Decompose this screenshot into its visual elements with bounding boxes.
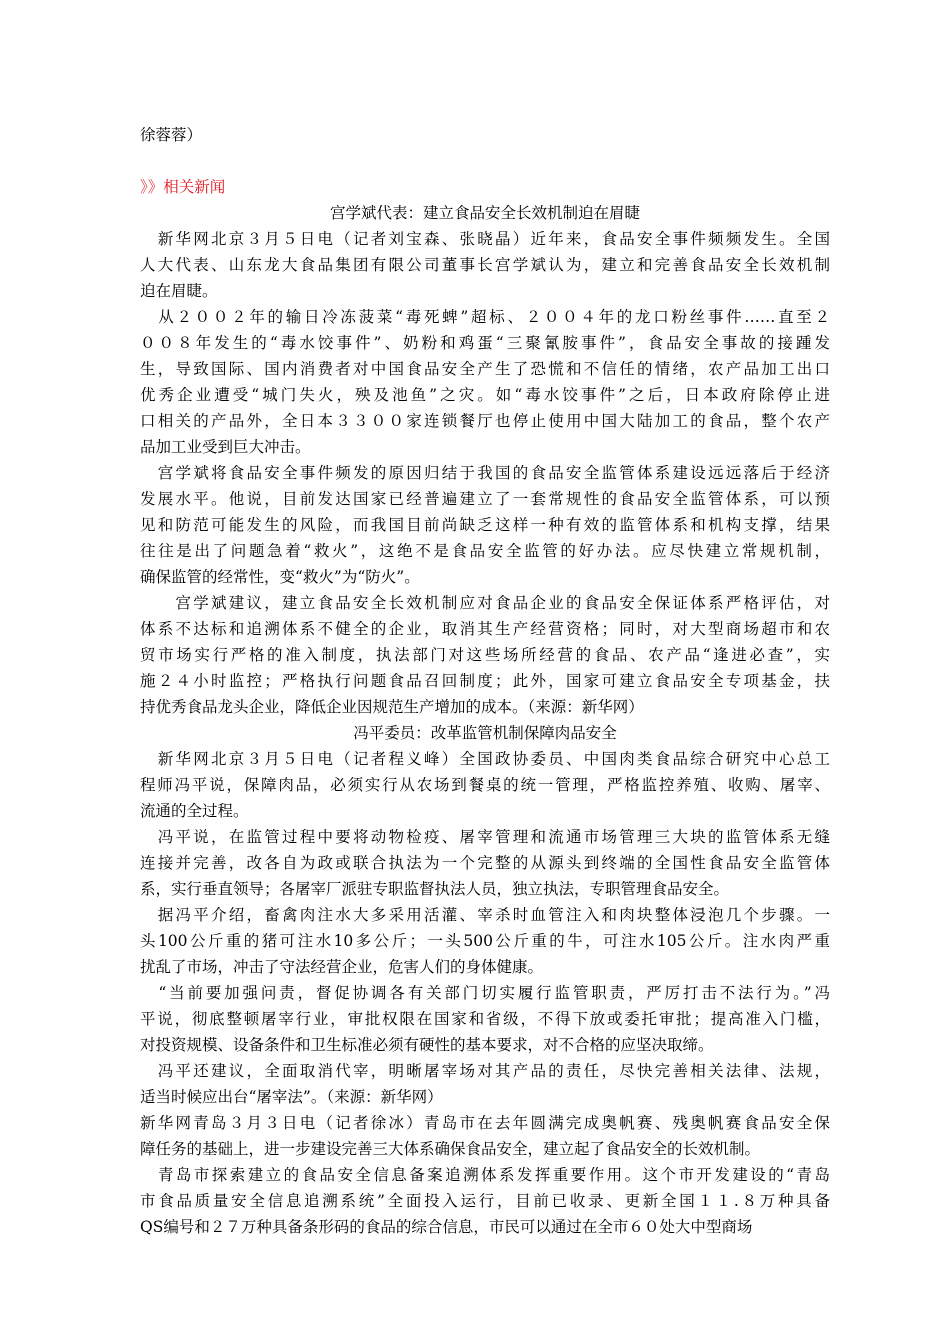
article1-line: 品加工业受到巨大冲击。 [140,438,311,456]
article3-line: QS编号和２７万种具备条形码的食品的综合信息，市民可以通过在全市６０处大中型商场 [140,1218,753,1236]
article1-line: 体系不达标和追溯体系不健全的企业，取消其生产经营资格；同时，对大型商场超市和农 [140,620,830,638]
article2-line: 流通的全过程。 [140,802,249,820]
article2-line: 新华网北京３月５日电（记者程义峰）全国政协委员、中国肉类食品综合研究中心总工 [140,750,830,768]
article2-line: 连接并完善，改各自为政或联合执法为一个完整的从源头到终端的全国性食品安全监管体 [140,854,830,872]
article1-line: 持优秀食品龙头企业，降低企业因规范生产增加的成本。（来源：新华网） [140,698,644,716]
article1-line: 见和防范可能发生的风险，而我国目前尚缺乏这样一种有效的监管体系和机构支撑，结果 [140,516,830,534]
article2-line: “当前要加强问责，督促协调各有关部门切实履行监管职责，严厉打击不法行为。”冯 [140,984,830,1002]
article1-line: 贸市场实行严格的准入制度，执法部门对这些场所经营的食品、农产品“逢进必查”，实 [140,646,830,664]
article3-line: 障任务的基础上，进一步建设完善三大体系确保食品安全，建立起了食品安全的长效机制。 [140,1140,761,1158]
article2-line: 冯平说，在监管过程中要将动物检疫、屠宰管理和流通市场管理三大块的监管体系无缝 [140,828,830,846]
article2-line: 对投资规模、设备条件和卫生标准必须有硬性的基本要求，对不合格的应坚决取缔。 [140,1036,714,1054]
article1-line: 从２００２年的输日冷冻菠菜“毒死蜱”超标、２００４年的龙口粉丝事件……直至２ [140,308,830,326]
article1-line: 迫在眉睫。 [140,282,218,300]
article1-line: 口相关的产品外，全日本３３００家连锁餐厅也停止使用中国大陆加工的食品，整个农产 [140,412,830,430]
article2-line: 适当时候应出台“屠宰法”。（来源：新华网） [140,1088,443,1106]
article1-title: 宫学斌代表：建立食品安全长效机制迫在眉睫 [329,204,640,222]
article2-line: 平说，彻底整顿屠宰行业，审批权限在国家和省级，不得下放或委托审批；提高准入门槛， [140,1010,830,1028]
article2-title: 冯平委员：改革监管机制保障肉品安全 [353,724,617,742]
article2-line: 冯平还建议，全面取消代宰，明晰屠宰场对其产品的责任，尽快完善相关法律、法规， [140,1062,830,1080]
article2-line: 程师冯平说，保障肉品，必须实行从农场到餐桌的统一管理，严格监控养殖、收购、屠宰、 [140,776,830,794]
article3-line: 青岛市探索建立的食品安全信息备案追溯体系发挥重要作用。这个市开发建设的“青岛 [140,1166,830,1184]
article2-line: 扰乱了市场，冲击了守法经营企业，危害人们的身体健康。 [140,958,544,976]
related-news-header: 》》相关新闻 [140,178,226,196]
top-fragment: 徐蓉蓉） [140,126,203,144]
article1-line: 人大代表、山东龙大食品集团有限公司董事长宫学斌认为，建立和完善食品安全长效机制 [140,256,830,274]
article1-line: 宫学斌建议，建立食品安全长效机制应对食品企业的食品安全保证体系严格评估，对 [140,594,830,612]
article1-line: ００８年发生的“毒水饺事件”、奶粉和鸡蛋“三聚氰胺事件”，食品安全事故的接踵发 [140,334,830,352]
article1-line: 生，导致国际、国内消费者对中国食品安全产生了恐慌和不信任的情绪，农产品加工出口 [140,360,830,378]
article3-line: 新华网青岛３月３日电（记者徐冰）青岛市在去年圆满完成奥帆赛、残奥帆赛食品安全保 [140,1114,830,1132]
article1-line: 往往是出了问题急着“救火”，这绝不是食品安全监管的好办法。应尽快建立常规机制， [140,542,830,560]
article1-line: 确保监管的经常性，变“救火”为“防火”。 [140,568,420,586]
article1-line: 发展水平。他说，目前发达国家已经普遍建立了一套常规性的食品安全监管体系，可以预 [140,490,830,508]
article2-line: 头100公斤重的猪可注水10多公斤；一头500公斤重的牛，可注水105公斤。注水肉严重 [140,932,830,950]
article1-line: 新华网北京３月５日电（记者刘宝森、张晓晶）近年来，食品安全事件频频发生。全国 [140,230,830,248]
article2-line: 系，实行垂直领导；各屠宰厂派驻专职监督执法人员，独立执法，专职管理食品安全。 [140,880,730,898]
article2-line: 据冯平介绍，畜禽肉注水大多采用活灌、宰杀时血管注入和肉块整体浸泡几个步骤。一 [140,906,830,924]
article1-line: 宫学斌将食品安全事件频发的原因归结于我国的食品安全监管体系建设远远落后于经济 [140,464,830,482]
article3-line: 市食品质量安全信息追溯系统”全面投入运行，目前已收录、更新全国１１.８万种具备 [140,1192,830,1210]
article1-line: 施２４小时监控；严格执行问题食品召回制度；此外，国家可建立食品安全专项基金，扶 [140,672,830,690]
article1-line: 优秀企业遭受“城门失火，殃及池鱼”之灾。如“毒水饺事件”之后，日本政府除停止进 [140,386,830,404]
